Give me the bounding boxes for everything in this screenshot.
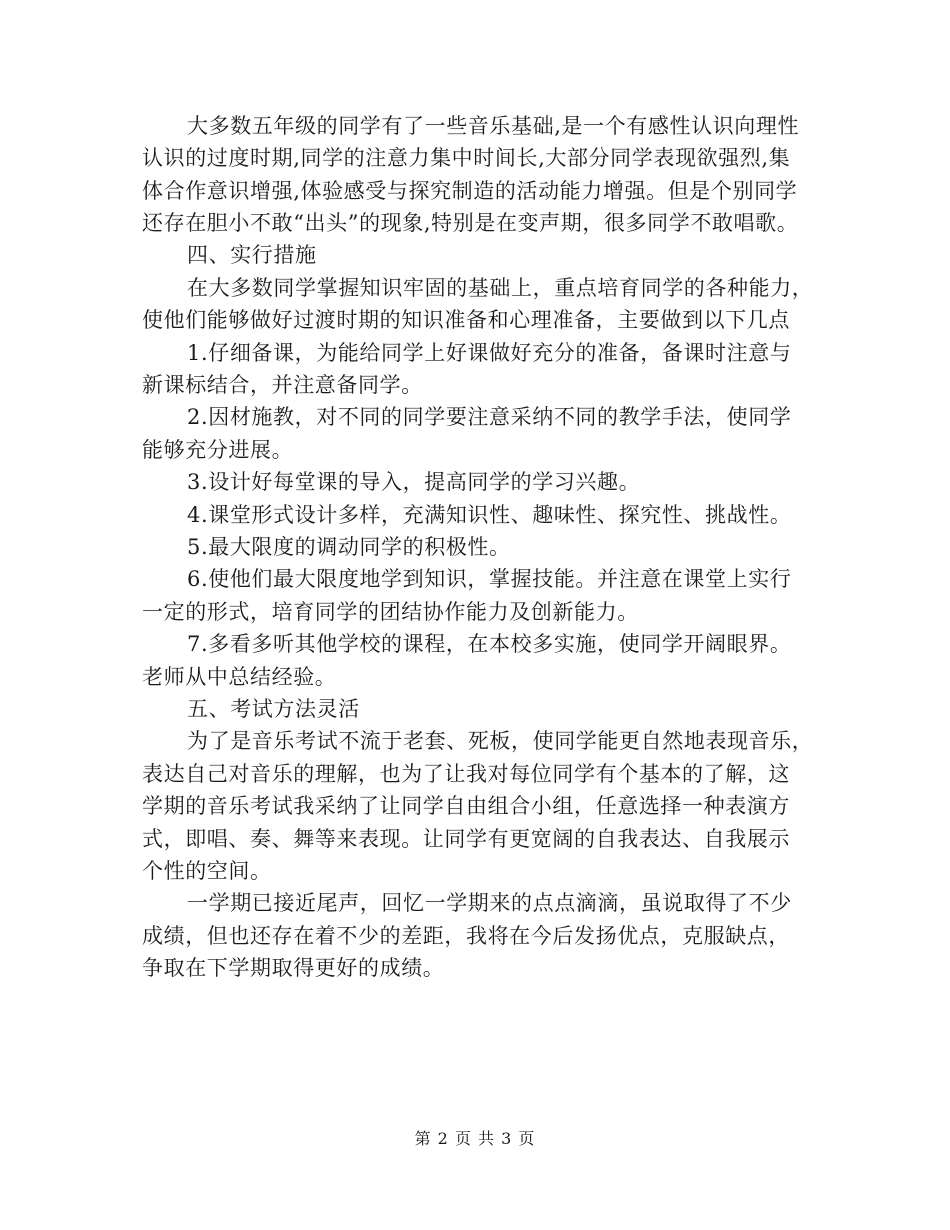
paragraph-line: 为了是音乐考试不流于老套、死板，使同学能更自然地表现音乐， (187, 729, 814, 753)
list-item-line: 新课标结合，并注意备同学。 (142, 373, 423, 397)
paragraph-line: 大多数五年级的同学有了一些音乐基础,是一个有感性认识向理性 (187, 114, 800, 138)
list-item-line: 3.设计好每堂课的导入，提高同学的学习兴趣。 (187, 470, 641, 494)
list-item-line: 老师从中总结经验。 (142, 665, 337, 689)
list-item-line: 2.因材施教，对不同的同学要注意采纳不同的教学手法，使同学 (187, 405, 792, 429)
section-heading: 四、实行措施 (187, 243, 317, 267)
paragraph-line: 式，即唱、奏、舞等来表现。让同学有更宽阔的自我表达、自我展示 (142, 827, 790, 851)
list-item-line: 1.仔细备课，为能给同学上好课做好充分的准备，备课时注意与 (187, 341, 792, 365)
list-item-line: 能够充分进展。 (142, 438, 294, 462)
list-item-line: 5.最大限度的调动同学的积极性。 (187, 535, 511, 559)
paragraph-line: 一学期已接近尾声，回忆一学期来的点点滴滴，虽说取得了不少 (187, 891, 792, 915)
paragraph-line: 使他们能够做好过渡时期的知识准备和心理准备，主要做到以下几点 (142, 308, 790, 332)
list-item-line: 6.使他们最大限度地学到知识，掌握技能。并注意在课堂上实行 (187, 567, 792, 591)
paragraph-line: 成绩，但也还存在着不少的差距，我将在今后发扬优点，克服缺点， (142, 924, 790, 948)
section-heading: 五、考试方法灵活 (187, 697, 360, 721)
paragraph-line: 争取在下学期取得更好的成绩。 (142, 956, 445, 980)
paragraph-line: 还存在胆小不敢“出头”的现象,特别是在变声期，很多同学不敢唱歌。 (142, 211, 799, 235)
list-item-line: 7.多看多听其他学校的课程，在本校多实施，使同学开阔眼界。 (187, 632, 792, 656)
page-footer: 第 2 页 共 3 页 (414, 1129, 536, 1148)
paragraph-line: 个性的空间。 (142, 859, 272, 883)
list-item-line: 4.课堂形式设计多样，充满知识性、趣味性、探究性、挑战性。 (187, 503, 792, 527)
paragraph-line: 认识的过度时期,同学的注意力集中时间长,大部分同学表现欲强烈,集 (142, 146, 791, 170)
list-item-line: 一定的形式，培育同学的团结协作能力及创新能力。 (142, 600, 639, 624)
paragraph-line: 体合作意识增强,体验感受与探究制造的活动能力增强。但是个别同学 (142, 179, 798, 203)
paragraph-line: 在大多数同学掌握知识牢固的基础上，重点培育同学的各种能力， (187, 276, 814, 300)
paragraph-line: 学期的音乐考试我采纳了让同学自由组合小组，任意选择一种表演方 (142, 794, 790, 818)
paragraph-line: 表达自己对音乐的理解，也为了让我对每位同学有个基本的了解，这 (142, 762, 790, 786)
